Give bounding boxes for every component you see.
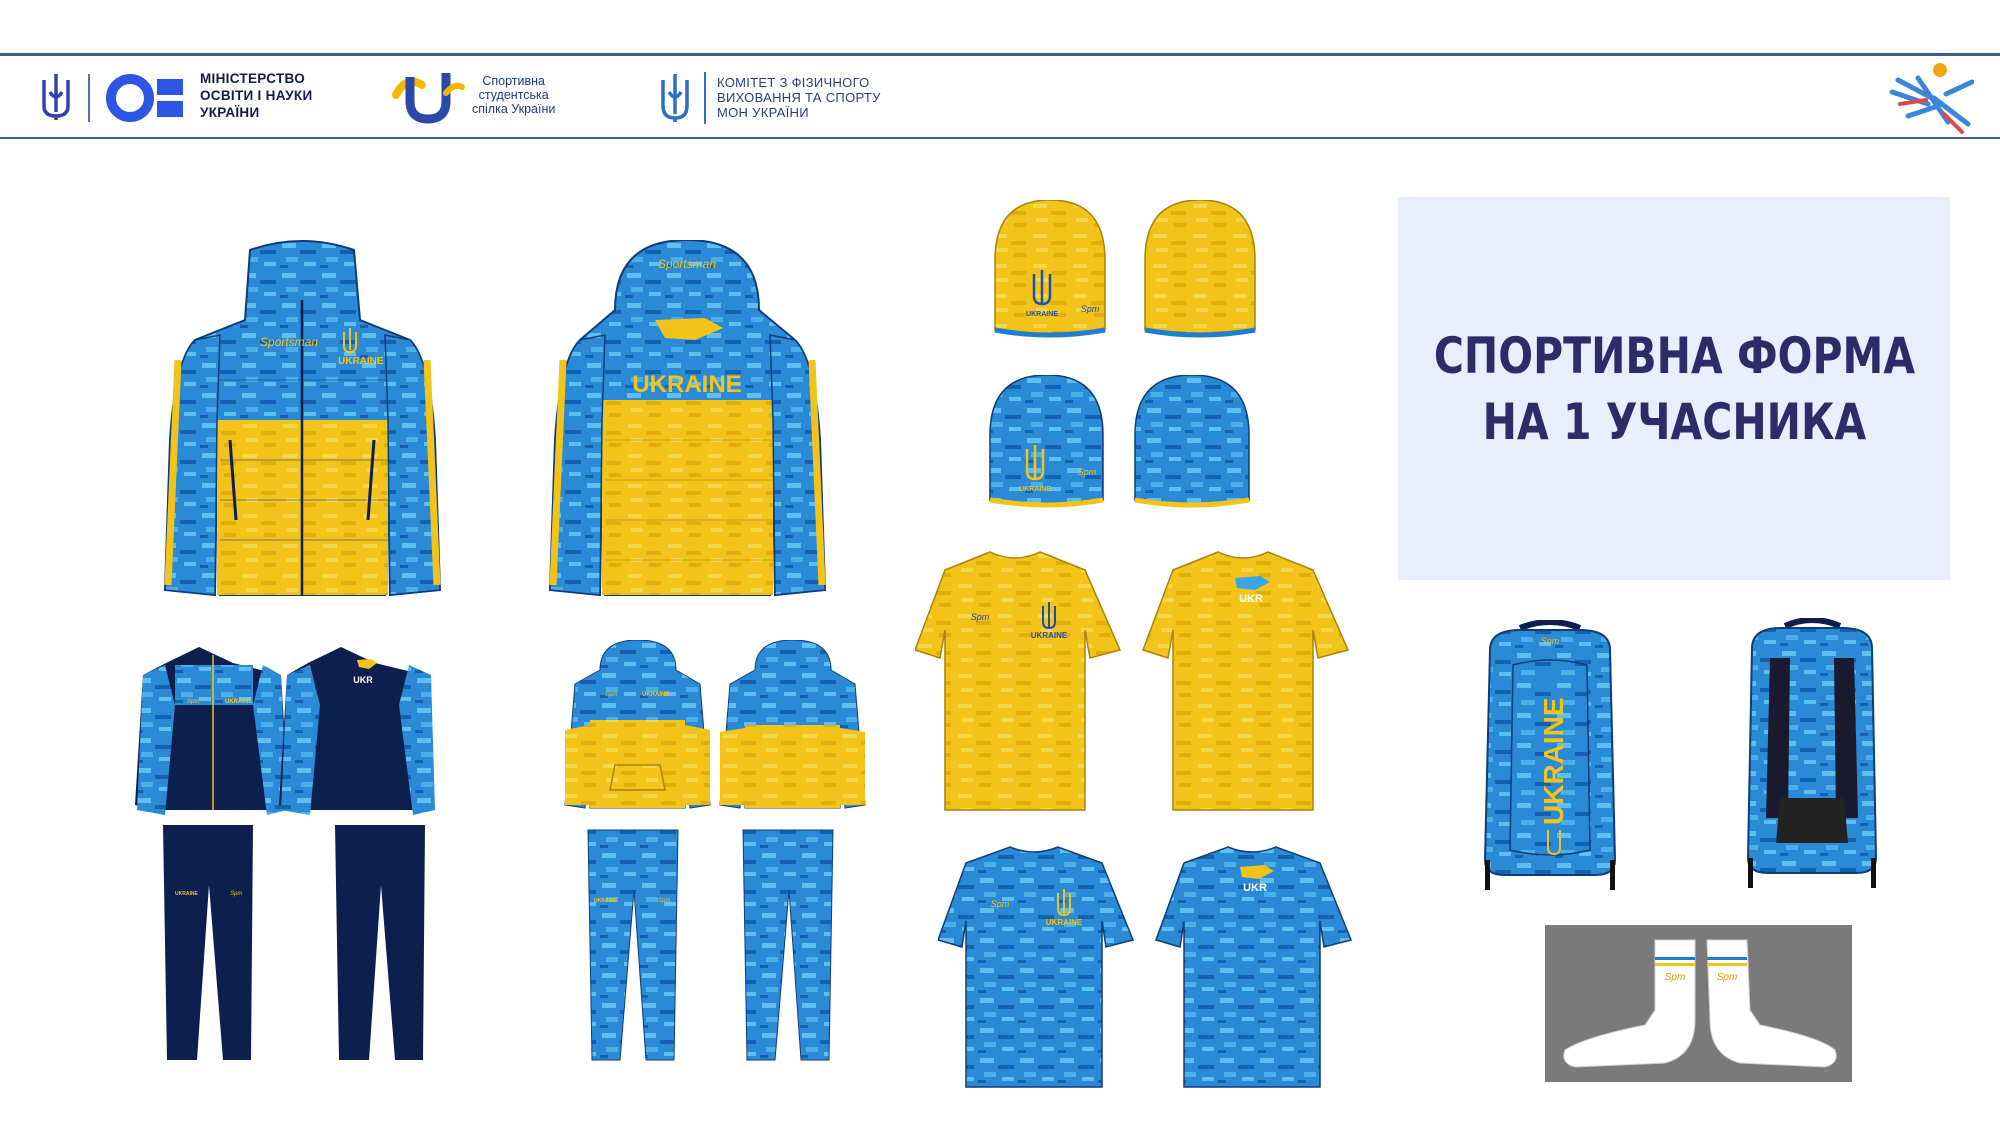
svg-text:UKR: UKR: [353, 675, 373, 685]
title-line-2: НА 1 УЧАСНИКА: [1482, 392, 1866, 451]
svg-text:Spm: Spm: [1540, 636, 1560, 646]
svg-text:Spm: Spm: [1664, 972, 1686, 983]
committee-line-1: КОМІТЕТ З ФІЗИЧНОГО: [717, 75, 870, 90]
puffer-jacket-front: [160, 240, 445, 600]
svg-text:UKRAINE: UKRAINE: [1045, 918, 1083, 927]
mon-line-2: ОСВІТИ І НАУКИ: [200, 88, 313, 103]
backpack-back: [1740, 618, 1885, 893]
universiade-logo-icon: [1888, 60, 1974, 134]
svg-text:Spm: Spm: [1080, 304, 1100, 314]
ssu-logo-text: [472, 74, 555, 116]
trident-icon: [38, 72, 74, 122]
beanie-blue-pair: [985, 375, 1255, 510]
svg-text:UKRAINE: UKRAINE: [175, 891, 198, 897]
ssu-line-1: Спортивна: [482, 74, 545, 88]
title-panel: [1398, 197, 1950, 580]
title-line-1: СПОРТИВНА ФОРМА: [1433, 326, 1915, 385]
back-country-label: UKRAINE: [632, 371, 742, 398]
svg-text:UKRAINE: UKRAINE: [225, 699, 253, 705]
svg-text:UKRAINE: UKRAINE: [1026, 311, 1058, 318]
socks-image: [1545, 925, 1852, 1082]
svg-text:Spm: Spm: [970, 612, 990, 622]
committee-line-2: ВИХОВАННЯ ТА СПОРТУ: [717, 90, 881, 105]
backpack-country-label: UKRAINE: [1538, 697, 1569, 825]
svg-text:Spm: Spm: [1077, 467, 1097, 477]
tshirt-yellow-pair: [915, 550, 1355, 815]
committee-divider: [704, 72, 706, 124]
mon-line-1: МІНІСТЕРСТВО: [200, 71, 306, 86]
committee-logo-text: [717, 75, 881, 120]
ssu-line-3: спілка України: [472, 102, 556, 116]
tracksuit-navy: [135, 645, 455, 1065]
hood-brand-label: Sportsman: [657, 257, 717, 271]
committee-line-3: МОН УКРАЇНИ: [717, 105, 809, 120]
mon-line-3: УКРАЇНИ: [200, 105, 260, 120]
puffer-jacket-back: [545, 240, 830, 600]
country-label: UKRAINE: [338, 356, 384, 367]
mon-logo-text: [200, 70, 312, 121]
svg-text:UKRAINE: UKRAINE: [1019, 486, 1051, 493]
svg-text:UKR: UKR: [1243, 882, 1267, 894]
svg-text:Spm: Spm: [230, 891, 243, 897]
logo-divider: [88, 74, 90, 122]
hoodie-set: [560, 640, 870, 1065]
tshirt-blue-pair: [938, 845, 1358, 1090]
svg-text:Spm: Spm: [605, 692, 618, 698]
brand-label: Sportsman: [260, 335, 319, 349]
header-bottom-line: [0, 137, 2000, 139]
svg-text:UKRAINE: UKRAINE: [594, 898, 617, 904]
committee-trident-icon: [657, 72, 693, 124]
ukr-label: UKR: [1239, 593, 1263, 605]
svg-text:Spm: Spm: [1716, 972, 1738, 983]
mon-logo-icon: [105, 73, 187, 123]
svg-text:Spm: Spm: [658, 898, 671, 904]
page-title: [1433, 323, 1914, 455]
svg-text:Spm: Spm: [187, 699, 200, 705]
svg-text:UKRAINE: UKRAINE: [642, 692, 670, 698]
header-top-line: [0, 53, 2000, 56]
backpack-front: [1475, 620, 1625, 895]
svg-text:Spm: Spm: [990, 899, 1010, 909]
ssu-logo-icon: [388, 65, 468, 125]
svg-text:UKRAINE: UKRAINE: [1030, 631, 1068, 640]
beanie-yellow-pair: [990, 200, 1260, 340]
ssu-line-2: студентська: [478, 88, 549, 102]
